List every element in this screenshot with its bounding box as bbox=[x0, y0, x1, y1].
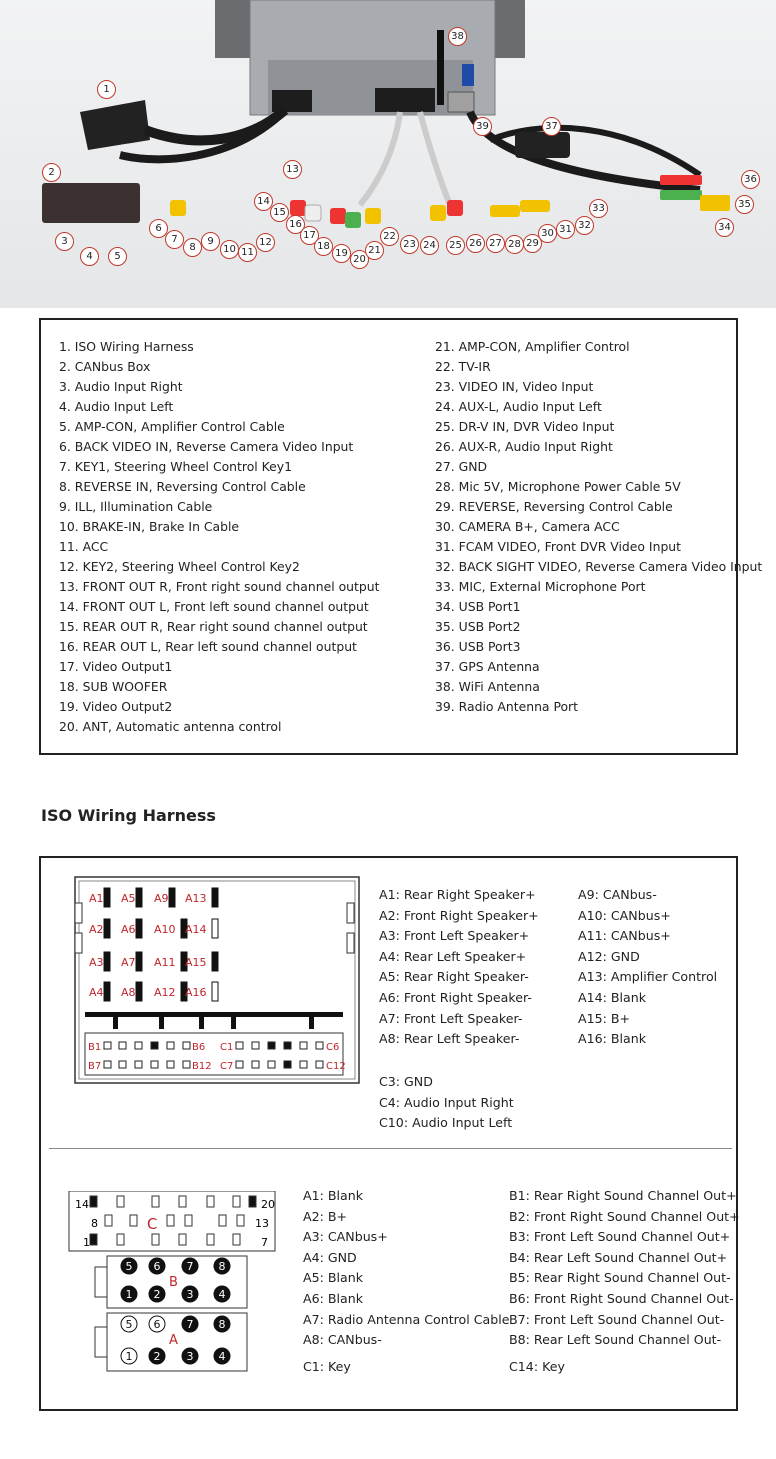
pin-description: C4: Audio Input Right bbox=[379, 1094, 514, 1110]
c-pin bbox=[268, 1042, 275, 1049]
c-pin-slot bbox=[130, 1215, 137, 1226]
pin-label-a14: A14 bbox=[185, 923, 207, 936]
b-pin bbox=[151, 1061, 158, 1068]
pin-description: A9: CANbus- bbox=[578, 887, 657, 902]
b-pin bbox=[119, 1061, 126, 1068]
callout-35: 35 bbox=[735, 195, 754, 214]
callout-12: 12 bbox=[256, 233, 275, 252]
callout-39: 39 bbox=[473, 117, 492, 136]
pin-description: A14: Blank bbox=[578, 989, 647, 1005]
c-pin bbox=[300, 1042, 307, 1049]
pin-number-6: 6 bbox=[153, 1260, 161, 1273]
gps-antenna bbox=[515, 132, 570, 158]
pin-label-a13: A13 bbox=[185, 892, 207, 905]
section-divider bbox=[49, 1148, 732, 1149]
callout-3: 3 bbox=[55, 232, 74, 251]
c-pin-slot bbox=[179, 1196, 186, 1207]
rail-tab bbox=[113, 1017, 118, 1029]
pin-description: B1: Rear Right Sound Channel Out+ bbox=[509, 1188, 737, 1203]
b-pin bbox=[183, 1061, 190, 1068]
pin-slot-a3 bbox=[104, 952, 110, 971]
pin-description: A3: Front Left Speaker+ bbox=[379, 928, 530, 944]
callout-32: 32 bbox=[575, 216, 594, 235]
c-pin bbox=[316, 1042, 323, 1049]
rca-cable bbox=[360, 112, 400, 205]
callout-13: 13 bbox=[283, 160, 302, 179]
iso-harness-box bbox=[39, 856, 738, 1411]
rca-socket bbox=[375, 88, 435, 112]
legend-item: 31. FCAM VIDEO, Front DVR Video Input bbox=[435, 539, 682, 554]
legend-item: 28. Mic 5V, Microphone Power Cable 5V bbox=[435, 479, 681, 494]
c-pin-slot bbox=[233, 1196, 240, 1207]
pin-label-b12: B12 bbox=[192, 1061, 212, 1072]
pin-slot-a2 bbox=[104, 919, 110, 938]
callout-22: 22 bbox=[380, 227, 399, 246]
pin-description: A5: Rear Right Speaker- bbox=[379, 969, 529, 985]
callout-27: 27 bbox=[486, 234, 505, 253]
rail-tab bbox=[159, 1017, 164, 1029]
pin-slot-a1 bbox=[104, 888, 110, 907]
pin-description: A5: Blank bbox=[303, 1270, 364, 1286]
pin-label-c12: C12 bbox=[326, 1061, 346, 1072]
legend-item: 8. REVERSE IN, Reversing Control Cable bbox=[59, 479, 306, 494]
legend-item: 21. AMP-CON, Amplifier Control bbox=[435, 339, 630, 354]
callout-4: 4 bbox=[80, 247, 99, 266]
callout-7: 7 bbox=[165, 230, 184, 249]
callout-11: 11 bbox=[238, 243, 257, 262]
c-pin-13: 13 bbox=[255, 1217, 269, 1230]
c-pin-slot bbox=[233, 1234, 240, 1245]
callout-14: 14 bbox=[254, 192, 273, 211]
a-side-tab bbox=[95, 1327, 107, 1357]
callout-37: 37 bbox=[542, 117, 561, 136]
legend-item: 10. BRAKE-IN, Brake In Cable bbox=[59, 519, 240, 534]
b-pin bbox=[119, 1042, 126, 1049]
c-pin-slot bbox=[152, 1196, 159, 1207]
pin-label-c6: C6 bbox=[326, 1042, 340, 1053]
legend-item: 20. ANT, Automatic antenna control bbox=[59, 719, 282, 734]
pin-label-a8: A8 bbox=[121, 986, 136, 999]
pin-description: B6: Front Right Sound Channel Out- bbox=[509, 1290, 734, 1306]
callout-1: 1 bbox=[97, 80, 116, 99]
pin-description: A16: Blank bbox=[578, 1031, 647, 1047]
a-block-letter: A bbox=[169, 1333, 178, 1348]
pin-label-a7: A7 bbox=[121, 956, 136, 969]
rail-tab bbox=[309, 1017, 314, 1029]
pin-description: A1: Blank bbox=[303, 1188, 364, 1203]
pin-description: C10: Audio Input Left bbox=[379, 1115, 513, 1131]
callout-16: 16 bbox=[286, 215, 305, 234]
pin-description: B2: Front Right Sound Channel Out+ bbox=[509, 1208, 740, 1224]
callout-23: 23 bbox=[400, 235, 419, 254]
rail-tab bbox=[199, 1017, 204, 1029]
pin-description: A1: Rear Right Speaker+ bbox=[379, 887, 536, 902]
c-pin-slot bbox=[105, 1215, 112, 1226]
callout-20: 20 bbox=[350, 250, 369, 269]
pin-slot-a5 bbox=[136, 888, 142, 907]
wifi-antenna bbox=[437, 30, 444, 105]
rca-cable-2 bbox=[420, 112, 450, 205]
callout-21: 21 bbox=[365, 241, 384, 260]
side-clip bbox=[75, 933, 82, 953]
c-pin bbox=[236, 1042, 243, 1049]
pin-c14-label: C14: Key bbox=[509, 1359, 565, 1374]
callout-29: 29 bbox=[523, 234, 542, 253]
legend-item: 16. REAR OUT L, Rear left sound channel output bbox=[59, 639, 357, 654]
c-pin bbox=[252, 1061, 259, 1068]
pin-label-b6: B6 bbox=[192, 1042, 206, 1053]
legend-item: 12. KEY2, Steering Wheel Control Key2 bbox=[59, 559, 300, 574]
legend-item: 19. Video Output2 bbox=[59, 699, 173, 714]
c-pin-slot bbox=[185, 1215, 192, 1226]
legend-item: 9. ILL, Illumination Cable bbox=[59, 499, 213, 514]
legend-item: 27. GND bbox=[435, 459, 488, 474]
pin-label-b7: B7 bbox=[88, 1061, 102, 1072]
callout-6: 6 bbox=[149, 219, 168, 238]
legend-item: 13. FRONT OUT R, Front right sound channel output bbox=[59, 579, 380, 594]
legend-item: 34. USB Port1 bbox=[435, 599, 521, 614]
pin-label-a5: A5 bbox=[121, 892, 136, 905]
pin-slot-a15 bbox=[212, 952, 218, 971]
callout-34: 34 bbox=[715, 218, 734, 237]
iso-top-connector-diagram bbox=[73, 875, 363, 1090]
c-pin-slot bbox=[167, 1215, 174, 1226]
bc-pin-block bbox=[85, 1033, 343, 1075]
c-pin-8: 8 bbox=[91, 1217, 98, 1230]
pin-number-1: 1 bbox=[125, 1350, 133, 1363]
legend-item: 15. REAR OUT R, Rear right sound channel output bbox=[59, 619, 368, 634]
pin-number-4: 4 bbox=[218, 1288, 226, 1301]
callout-26: 26 bbox=[466, 234, 485, 253]
iso-bottom-pin-list-b bbox=[509, 1187, 740, 1352]
pin-c1-label: C1: Key bbox=[303, 1359, 351, 1374]
pin-number-8: 8 bbox=[218, 1260, 226, 1273]
legend-item: 23. VIDEO IN, Video Input bbox=[435, 379, 594, 394]
rail-tab bbox=[231, 1017, 236, 1029]
callout-5: 5 bbox=[108, 247, 127, 266]
c-pin-slot bbox=[179, 1234, 186, 1245]
c-pin-1: 1 bbox=[83, 1236, 90, 1249]
pin-label-a6: A6 bbox=[121, 923, 136, 936]
legend-item: 4. Audio Input Left bbox=[59, 399, 174, 414]
iso-socket bbox=[272, 90, 312, 112]
pin-description: A2: Front Right Speaker+ bbox=[379, 907, 539, 923]
side-clip bbox=[75, 903, 82, 923]
pin-label-b1: B1 bbox=[88, 1042, 102, 1053]
c-pin-slot bbox=[207, 1234, 214, 1245]
callout-10: 10 bbox=[220, 240, 239, 259]
pin-number-5: 5 bbox=[125, 1260, 133, 1273]
gps-port bbox=[462, 64, 474, 86]
pin-label-c1: C1 bbox=[220, 1042, 234, 1053]
legend-item: 39. Radio Antenna Port bbox=[435, 699, 579, 714]
pin-label-a2: A2 bbox=[89, 923, 104, 936]
callout-36: 36 bbox=[741, 170, 760, 189]
pin-description: A11: CANbus+ bbox=[578, 928, 671, 944]
iso-harness-connector bbox=[80, 100, 150, 150]
c-pin-20: 20 bbox=[261, 1198, 275, 1211]
c-pin-slot bbox=[117, 1234, 124, 1245]
pin-label-c7: C7 bbox=[220, 1061, 234, 1072]
c-pin bbox=[252, 1042, 259, 1049]
c-pin-14: 14 bbox=[75, 1198, 89, 1211]
legend-item: 24. AUX-L, Audio Input Left bbox=[435, 399, 602, 414]
pin-description: B5: Rear Right Sound Channel Out- bbox=[509, 1270, 731, 1286]
pin-slot-a16 bbox=[212, 982, 218, 1001]
pin-label-a12: A12 bbox=[154, 986, 176, 999]
legend-item: 18. SUB WOOFER bbox=[59, 679, 168, 694]
pin-description: B3: Front Left Sound Channel Out+ bbox=[509, 1229, 731, 1245]
pin-description: A13: Amplifier Control bbox=[578, 969, 718, 985]
legend-item: 11. ACC bbox=[59, 539, 109, 554]
b-pin bbox=[104, 1061, 111, 1068]
iso-top-pin-list-a1-a8 bbox=[379, 886, 539, 1051]
pin-slot-a8 bbox=[136, 982, 142, 1001]
legend-item: 17. Video Output1 bbox=[59, 659, 173, 674]
legend-item: 2. CANbus Box bbox=[59, 359, 151, 374]
pin-label-a11: A11 bbox=[154, 956, 176, 969]
pin-number-6: 6 bbox=[153, 1318, 161, 1331]
pin-number-2: 2 bbox=[153, 1350, 161, 1363]
radio-port bbox=[448, 92, 474, 112]
legend-item: 3. Audio Input Right bbox=[59, 379, 183, 394]
legend-item: 35. USB Port2 bbox=[435, 619, 521, 634]
legend-item: 7. KEY1, Steering Wheel Control Key1 bbox=[59, 459, 293, 474]
c-pin-slot bbox=[237, 1215, 244, 1226]
callout-18: 18 bbox=[314, 237, 333, 256]
legend-item: 6. BACK VIDEO IN, Reverse Camera Video Input bbox=[59, 439, 354, 454]
pin-label-a15: A15 bbox=[185, 956, 207, 969]
pin-slot-a9 bbox=[169, 888, 175, 907]
callout-31: 31 bbox=[556, 220, 575, 239]
legend-item: 26. AUX-R, Audio Input Right bbox=[435, 439, 613, 454]
callout-17: 17 bbox=[300, 226, 319, 245]
b-pin bbox=[135, 1042, 142, 1049]
b-pin bbox=[135, 1061, 142, 1068]
pin-slot-a4 bbox=[104, 982, 110, 1001]
legend-item: 5. AMP-CON, Amplifier Control Cable bbox=[59, 419, 285, 434]
c-block-letter: C bbox=[147, 1215, 158, 1233]
pin-slot-a14 bbox=[212, 919, 218, 938]
b-pin bbox=[151, 1042, 158, 1049]
pin-label-a4: A4 bbox=[89, 986, 104, 999]
iso-top-pin-list-a9-a16 bbox=[578, 886, 717, 1051]
c-pin bbox=[284, 1061, 291, 1068]
c-pin bbox=[284, 1042, 291, 1049]
pin-label-a16: A16 bbox=[185, 986, 207, 999]
pin-number-7: 7 bbox=[186, 1318, 194, 1331]
b-pin bbox=[183, 1042, 190, 1049]
iso-bottom-pin-list-a bbox=[303, 1187, 510, 1352]
b-pin bbox=[104, 1042, 111, 1049]
c-pin bbox=[316, 1061, 323, 1068]
pin-slot-a6 bbox=[136, 919, 142, 938]
legend-item: 30. CAMERA B+, Camera ACC bbox=[435, 519, 620, 534]
pin-number-8: 8 bbox=[218, 1318, 226, 1331]
pin-description: C3: GND bbox=[379, 1074, 433, 1089]
product-photo bbox=[0, 0, 776, 308]
pin-number-3: 3 bbox=[186, 1288, 194, 1301]
pin-description: A8: CANbus- bbox=[303, 1332, 382, 1348]
pin-description: A3: CANbus+ bbox=[303, 1229, 388, 1245]
iso-top-pin-list-c bbox=[379, 1073, 514, 1135]
pin-description: A6: Front Right Speaker- bbox=[379, 989, 532, 1005]
pin-description: A6: Blank bbox=[303, 1290, 364, 1306]
callout-15: 15 bbox=[270, 203, 289, 222]
connector-rail bbox=[85, 1012, 343, 1017]
pin-description: A7: Radio Antenna Control Cable bbox=[303, 1311, 510, 1327]
legend-item: 36. USB Port3 bbox=[435, 639, 521, 654]
b-pin bbox=[167, 1042, 174, 1049]
callout-25: 25 bbox=[446, 236, 465, 255]
c-pin-7: 7 bbox=[261, 1236, 268, 1249]
pin-description: A12: GND bbox=[578, 948, 640, 964]
pin-slot-a7 bbox=[136, 952, 142, 971]
b-pin bbox=[167, 1061, 174, 1068]
pin-label-a10: A10 bbox=[154, 923, 176, 936]
pin-description: A10: CANbus+ bbox=[578, 907, 671, 923]
legend-item: 25. DR-V IN, DVR Video Input bbox=[435, 419, 615, 434]
section-title: ISO Wiring Harness bbox=[41, 806, 216, 825]
legend-box bbox=[39, 318, 763, 755]
pin-description: A4: Rear Left Speaker+ bbox=[379, 948, 527, 964]
c-pin-slot bbox=[90, 1234, 97, 1245]
canbus-box bbox=[42, 183, 140, 223]
callout-30: 30 bbox=[538, 224, 557, 243]
callout-19: 19 bbox=[332, 244, 351, 263]
pin-description: A2: B+ bbox=[303, 1208, 348, 1224]
pin-description: B7: Front Left Sound Channel Out- bbox=[509, 1311, 725, 1327]
c-pin-slot bbox=[117, 1196, 124, 1207]
c-pin-slot bbox=[90, 1196, 97, 1207]
callout-9: 9 bbox=[201, 232, 220, 251]
pin-label-a9: A9 bbox=[154, 892, 169, 905]
b-side-tab bbox=[95, 1267, 107, 1297]
pin-description: A7: Front Left Speaker- bbox=[379, 1010, 523, 1026]
c-pin-slot bbox=[152, 1234, 159, 1245]
callout-2: 2 bbox=[42, 163, 61, 182]
legend-item: 37. GPS Antenna bbox=[435, 659, 540, 674]
legend-item: 32. BACK SIGHT VIDEO, Reverse Camera Video Input bbox=[435, 559, 763, 574]
pin-number-5: 5 bbox=[125, 1318, 133, 1331]
pin-description: B4: Rear Left Sound Channel Out+ bbox=[509, 1249, 728, 1265]
pin-description: A4: GND bbox=[303, 1249, 357, 1265]
c-pin bbox=[236, 1061, 243, 1068]
pin-number-1: 1 bbox=[125, 1288, 133, 1301]
callout-28: 28 bbox=[505, 235, 524, 254]
callout-8: 8 bbox=[183, 238, 202, 257]
c-pin bbox=[268, 1061, 275, 1068]
iso-bottom-connector-diagram bbox=[67, 1191, 297, 1376]
legend-item: 33. MIC, External Microphone Port bbox=[435, 579, 646, 594]
pin-description: A15: B+ bbox=[578, 1010, 631, 1026]
side-clip bbox=[347, 903, 354, 923]
pin-slot-a13 bbox=[212, 888, 218, 907]
b-block-letter: B bbox=[169, 1275, 178, 1290]
legend-item: 22. TV-IR bbox=[435, 359, 491, 374]
legend-item: 38. WiFi Antenna bbox=[435, 679, 540, 694]
pin-label-a3: A3 bbox=[89, 956, 104, 969]
legend-list-left bbox=[59, 338, 379, 738]
pin-number-3: 3 bbox=[186, 1350, 194, 1363]
callout-33: 33 bbox=[589, 199, 608, 218]
pin-number-7: 7 bbox=[186, 1260, 194, 1273]
c-pin bbox=[300, 1061, 307, 1068]
c-pin-slot bbox=[219, 1215, 226, 1226]
c-pin-slot bbox=[207, 1196, 214, 1207]
legend-item: 1. ISO Wiring Harness bbox=[59, 339, 194, 354]
pin-description: A8: Rear Left Speaker- bbox=[379, 1031, 520, 1047]
pin-label-a1: A1 bbox=[89, 892, 104, 905]
pin-number-2: 2 bbox=[153, 1288, 161, 1301]
callout-38: 38 bbox=[448, 27, 467, 46]
legend-list-right bbox=[435, 338, 762, 718]
c-pin-slot bbox=[249, 1196, 256, 1207]
legend-item: 14. FRONT OUT L, Front left sound channel output bbox=[59, 599, 369, 614]
pin-description: B8: Rear Left Sound Channel Out- bbox=[509, 1332, 722, 1348]
callout-24: 24 bbox=[420, 236, 439, 255]
pin-number-4: 4 bbox=[218, 1350, 226, 1363]
legend-item: 29. REVERSE, Reversing Control Cable bbox=[435, 499, 673, 514]
side-clip bbox=[347, 933, 354, 953]
